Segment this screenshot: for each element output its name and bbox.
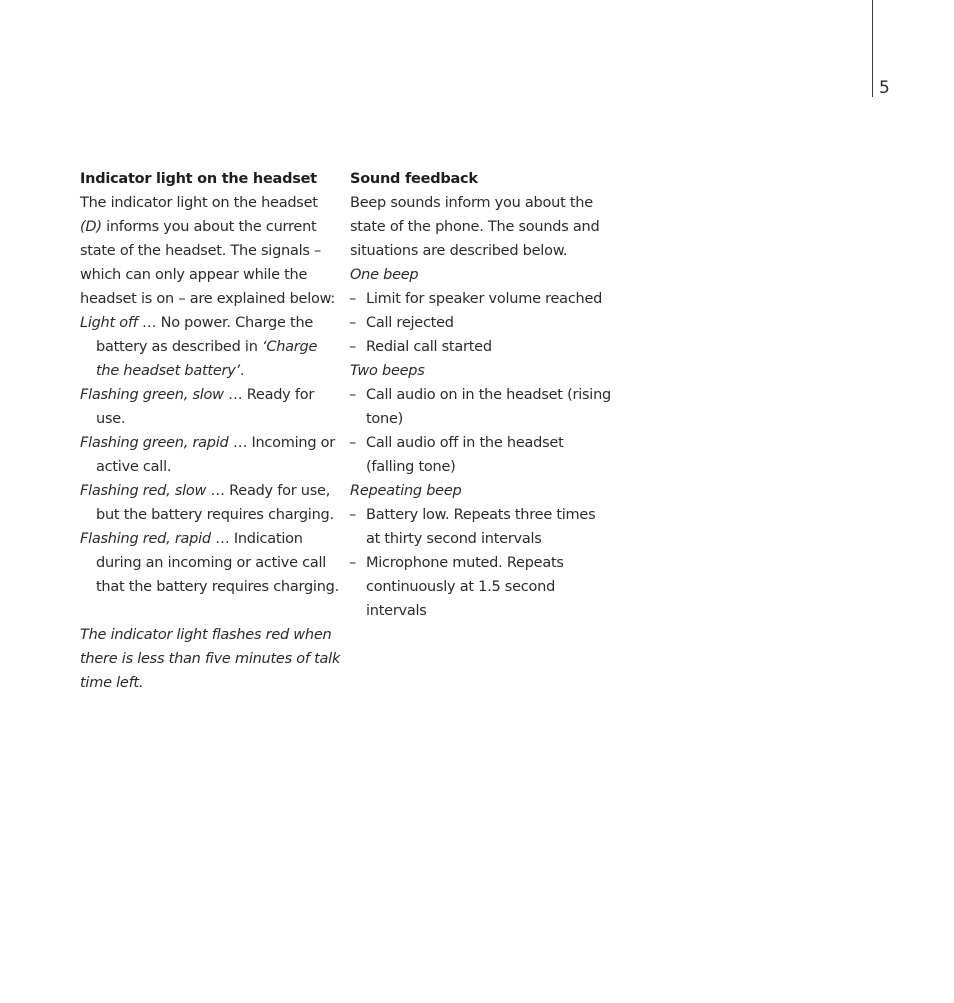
signal-term: Light off <box>80 315 138 331</box>
signal-term: Flashing red, rapid <box>80 531 211 547</box>
intro-reference: (D) <box>80 219 102 235</box>
list-item <box>350 383 612 431</box>
signal-separator: … <box>223 387 247 403</box>
dash-bullet: – <box>349 291 356 307</box>
signal-entry <box>80 527 342 599</box>
list-item <box>350 335 612 359</box>
list-item-text: Limit for speaker volume reached <box>366 291 603 307</box>
signal-entry <box>80 311 342 383</box>
list-item-text: Call audio on in the headset (rising tone) <box>366 387 611 427</box>
dash-bullet: – <box>349 435 356 451</box>
signal-entry <box>80 431 342 479</box>
signal-description: No power. Charge the battery as described in <box>96 315 314 355</box>
indicator-light-intro <box>80 191 342 311</box>
list-item-text: Call rejected <box>366 315 454 331</box>
indicator-light-heading: Indicator light on the headset <box>80 171 317 187</box>
list-item-text: Battery low. Repeats three times at thirty second intervals <box>366 507 596 547</box>
beep-group-one <box>350 263 612 359</box>
signal-separator: … <box>210 531 234 547</box>
signal-description: Incoming or active call. <box>96 435 336 475</box>
list-item <box>350 431 612 479</box>
intro-text-1: The indicator light on the headset <box>80 195 318 211</box>
dash-bullet: – <box>349 387 356 403</box>
list-item-text: Microphone muted. Repeats continuously at 1.5 second intervals <box>366 555 564 619</box>
low-battery-note: The indicator light flashes red when there is less than five minutes of talk time left. <box>80 627 341 691</box>
dash-bullet: – <box>349 315 356 331</box>
list-item <box>350 551 612 623</box>
list-item <box>350 503 612 551</box>
signal-tail: . <box>239 363 245 379</box>
indicator-light-section <box>80 167 342 695</box>
signal-list <box>80 311 342 599</box>
dash-bullet: – <box>349 555 356 571</box>
dash-bullet: – <box>349 339 356 355</box>
page-number: 5 <box>879 78 890 98</box>
beep-group-repeating <box>350 479 612 623</box>
beep-group-title: Repeating beep <box>350 483 462 499</box>
signal-separator: … <box>228 435 252 451</box>
signal-separator: … <box>137 315 161 331</box>
sound-feedback-heading: Sound feedback <box>350 171 478 187</box>
list-item-text: Redial call started <box>366 339 492 355</box>
page-rule <box>872 0 873 97</box>
beep-group-title: One beep <box>350 267 419 283</box>
signal-description: Ready for use. <box>96 387 315 427</box>
beep-group-two <box>350 359 612 479</box>
signal-entry <box>80 479 342 527</box>
sound-feedback-intro: Beep sounds inform you about the state of the phone. The sounds and situations are described below. <box>350 195 600 259</box>
beep-group-title: Two beeps <box>350 363 425 379</box>
signal-description: Ready for use, but the battery requires charging. <box>96 483 334 523</box>
signal-term: Flashing red, slow <box>80 483 207 499</box>
dash-bullet: – <box>349 507 356 523</box>
list-item-text: Call audio off in the headset (falling tone) <box>366 435 564 475</box>
sound-feedback-section <box>350 167 612 623</box>
signal-entry <box>80 383 342 431</box>
signal-separator: … <box>206 483 230 499</box>
list-item <box>350 287 612 311</box>
signal-term: Flashing green, slow <box>80 387 224 403</box>
intro-text-2: informs you about the current state of the headset. The signals – which can only appear while the headset is on – are explained below: <box>80 219 336 307</box>
signal-description: Indication during an incoming or active call that the battery requires charging. <box>96 531 339 595</box>
list-item <box>350 311 612 335</box>
signal-reference: ‘Charge the headset battery’ <box>96 339 318 379</box>
signal-term: Flashing green, rapid <box>80 435 229 451</box>
